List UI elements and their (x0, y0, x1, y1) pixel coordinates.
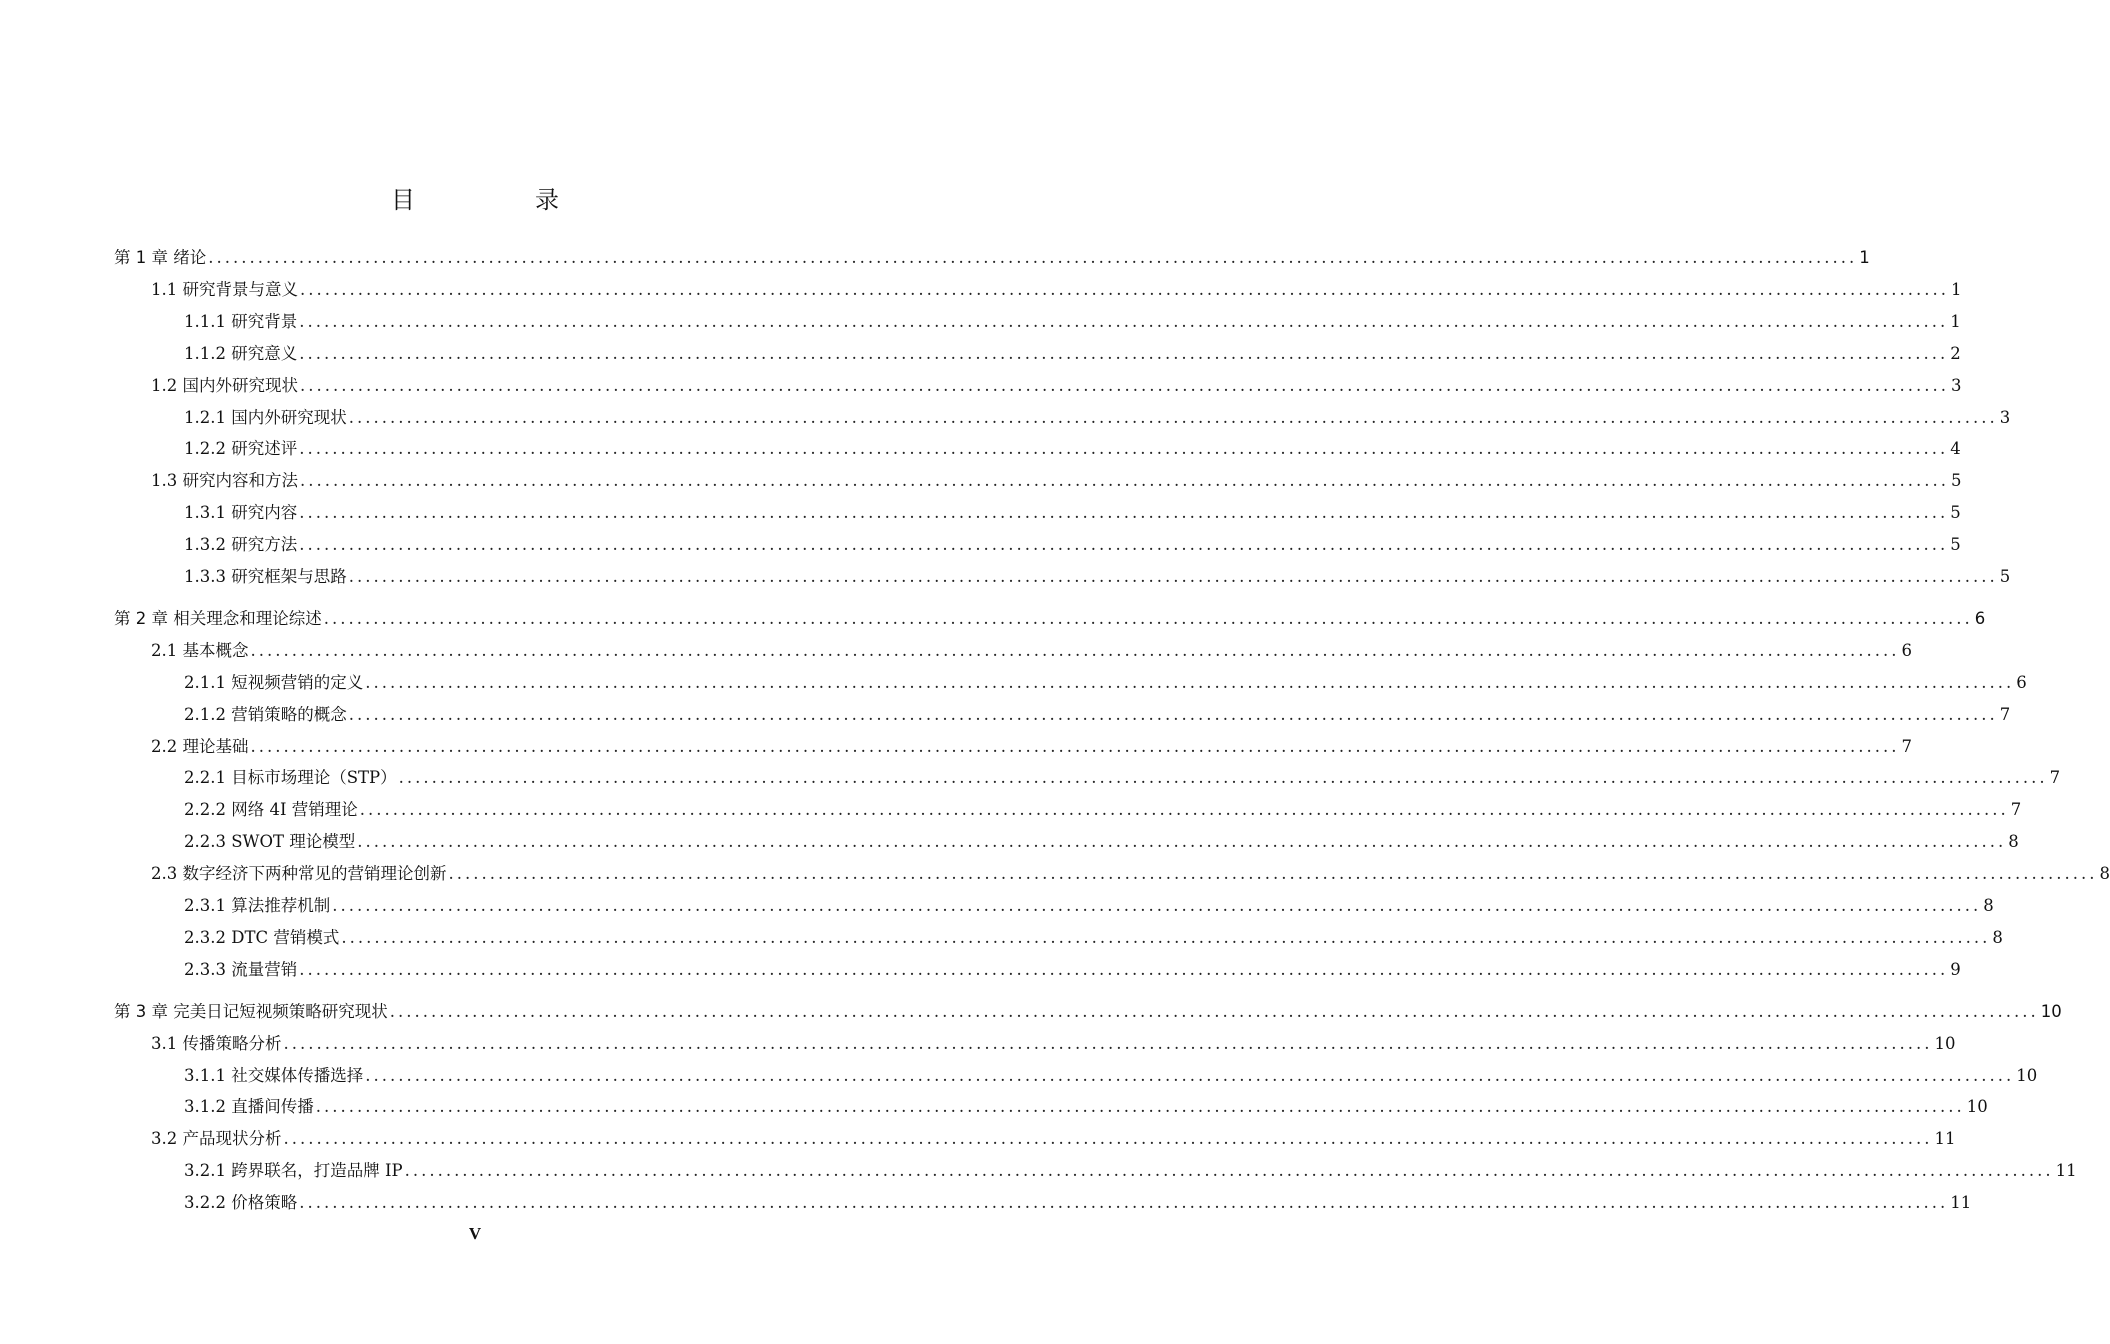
toc-entry-title: 1.3.3 研究框架与思路 (184, 567, 347, 586)
toc-entry-title: 1.2.1 国内外研究现状 (184, 407, 347, 427)
toc-section-entry[interactable] (151, 276, 1962, 300)
toc-chapter-entry[interactable] (114, 998, 2062, 1022)
toc-leader-dots: ........................................................................................................................................................................................................ (299, 959, 1949, 979)
toc-entry-page: 6 (1974, 608, 1986, 628)
toc-leader-dots: ........................................................................................................................................................................................................ (300, 375, 1949, 395)
toc-section-entry[interactable] (184, 796, 2022, 820)
toc-section-entry[interactable] (184, 764, 2061, 788)
toc-entry-page: 8 (2008, 832, 2019, 852)
toc-entry-page: 11 (1934, 1129, 1956, 1149)
toc-entry-page: 1 (1859, 248, 1870, 267)
toc-entry-title: 2.2 理论基础 (151, 736, 249, 756)
toc-entry-title: 1.1.1 研究背景 (184, 311, 298, 331)
toc-entry-page: 5 (1950, 535, 1961, 555)
toc-entry-page: 4 (1950, 439, 1961, 459)
toc-leader-dots: ........................................................................................................................................................................................................ (389, 1001, 2039, 1021)
toc-entry-page: 7 (2010, 800, 2022, 820)
toc-entry-title: 第 3 章 完美日记短视频策略研究现状 (114, 1001, 388, 1021)
toc-entry-title: 2.1.1 短视频营销的定义 (184, 672, 364, 692)
toc-section-entry[interactable] (184, 669, 2027, 693)
toc-entry-page: 5 (1950, 503, 1961, 523)
toc-leader-dots: ........................................................................................................................................................................................................ (250, 736, 1900, 756)
toc-section-entry[interactable] (184, 892, 1994, 916)
toc-entry-title: 1.2 国内外研究现状 (151, 375, 298, 395)
toc-entry-page: 10 (1934, 1033, 1956, 1053)
toc-leader-dots: ........................................................................................................................................................................................................ (250, 640, 1900, 660)
toc-entry-title: 2.3.3 流量营销 (184, 959, 298, 979)
toc-entry-title: 1.3 研究内容和方法 (151, 471, 298, 491)
toc-leader-dots: ........................................................................................................................................................................................................ (299, 503, 1949, 523)
toc-leader-dots: ........................................................................................................................................................................................................ (299, 535, 1949, 555)
toc-entry-page: 1 (1950, 279, 1962, 299)
toc-section-entry[interactable] (151, 637, 1912, 661)
toc-section-entry[interactable] (151, 1125, 1956, 1149)
toc-chapter-entry[interactable] (114, 244, 1870, 268)
toc-entry-page: 5 (1950, 471, 1962, 491)
toc-entry-page: 8 (2099, 864, 2110, 884)
toc-entry-page: 11 (2055, 1161, 2077, 1181)
toc-leader-dots: ........................................................................................................................................................................................................ (398, 768, 2048, 788)
toc-entry-title: 1.1.2 研究意义 (184, 343, 298, 363)
toc-leader-dots: ........................................................................................................................................................................................................ (365, 672, 2015, 692)
toc-entry-title: 3.2 产品现状分析 (151, 1129, 282, 1149)
toc-section-entry[interactable] (184, 435, 1961, 459)
toc-leader-dots: ........................................................................................................................................................................................................ (300, 471, 1949, 491)
toc-entry-title: 3.1.1 社交媒体传播选择 (184, 1065, 364, 1085)
toc-entry-page: 8 (1992, 927, 2003, 947)
toc-section-entry[interactable] (151, 860, 2110, 884)
toc-section-entry[interactable] (151, 733, 1912, 757)
toc-leader-dots: ........................................................................................................................................................................................................ (283, 1033, 1933, 1053)
toc-section-entry[interactable] (151, 372, 1962, 396)
toc-leader-dots: ........................................................................................................................................................................................................ (283, 1129, 1933, 1149)
toc-entry-title: 2.1 基本概念 (151, 640, 249, 660)
toc-leader-dots: ........................................................................................................................................................................................................ (357, 832, 2007, 852)
toc-entry-title: 2.2.2 网络 4I 营销理论 (184, 800, 358, 820)
toc-entry-page: 6 (1901, 640, 1912, 660)
page-title: 目 录 (391, 186, 607, 214)
toc-entry-title: 3.1 传播策略分析 (151, 1033, 282, 1053)
toc-entry-title: 第 1 章 绪论 (114, 248, 207, 267)
toc-leader-dots: ........................................................................................................................................................................................................ (341, 927, 1991, 947)
toc-section-entry[interactable] (151, 467, 1962, 491)
toc-entry-title: 1.1 研究背景与意义 (151, 279, 298, 299)
toc-leader-dots: ........................................................................................................................................................................................................ (299, 439, 1949, 459)
toc-entry-title: 1.3.2 研究方法 (184, 535, 298, 555)
page-number: V (468, 1224, 482, 1243)
toc-entry-page: 9 (1950, 959, 1961, 979)
toc-section-entry[interactable] (184, 924, 2003, 948)
toc-entry-title: 3.2.2 价格策略 (184, 1193, 298, 1213)
toc-section-entry[interactable] (184, 1157, 2077, 1181)
toc-leader-dots: ........................................................................................................................................................................................................ (299, 1193, 1949, 1213)
toc-entry-page: 1 (1950, 311, 1961, 331)
toc-entry-page: 6 (2016, 672, 2027, 692)
toc-leader-dots: ........................................................................................................................................................................................................ (299, 311, 1949, 331)
toc-entry-title: 3.1.2 直播间传播 (184, 1097, 314, 1117)
toc-section-entry[interactable] (184, 956, 1961, 980)
toc-section-entry[interactable] (184, 308, 1961, 332)
toc-leader-dots: ........................................................................................................................................................................................................ (365, 1065, 2015, 1085)
toc-leader-dots: ........................................................................................................................................................................................................ (359, 800, 2009, 820)
toc-entry-title: 2.3.2 DTC 营销模式 (184, 927, 340, 947)
toc-leader-dots: ........................................................................................................................................................................................................ (348, 407, 1998, 427)
toc-leader-dots: ........................................................................................................................................................................................................ (315, 1097, 1965, 1117)
toc-entry-page: 11 (1950, 1193, 1972, 1213)
toc-entry-page: 10 (2016, 1065, 2038, 1085)
toc-chapter-entry[interactable] (114, 605, 1986, 629)
toc-leader-dots: ........................................................................................................................................................................................................ (332, 896, 1982, 915)
toc-leader-dots: ........................................................................................................................................................................................................ (208, 248, 1858, 267)
toc-section-entry[interactable] (184, 1093, 1988, 1117)
toc-leader-dots: ........................................................................................................................................................................................................ (348, 704, 1998, 724)
toc-entry-page: 5 (1999, 567, 2011, 586)
toc-section-entry[interactable] (184, 404, 2011, 428)
toc-section-entry[interactable] (184, 701, 2011, 725)
toc-leader-dots: ........................................................................................................................................................................................................ (404, 1161, 2054, 1181)
toc-entry-page: 10 (1966, 1097, 1988, 1117)
toc-entry-title: 2.1.2 营销策略的概念 (184, 704, 347, 724)
toc-leader-dots: ........................................................................................................................................................................................................ (300, 279, 1949, 299)
toc-entry-page: 2 (1950, 343, 1961, 363)
toc-section-entry[interactable] (184, 1062, 2038, 1086)
toc-leader-dots: ........................................................................................................................................................................................................ (299, 343, 1949, 363)
toc-section-entry[interactable] (184, 499, 1961, 523)
toc-section-entry[interactable] (184, 1189, 1972, 1213)
toc-entry-page: 7 (1999, 704, 2011, 724)
toc-entry-title: 2.2.1 目标市场理论（STP） (184, 768, 397, 788)
toc-entry-page: 7 (1901, 736, 1912, 756)
toc-leader-dots: ........................................................................................................................................................................................................ (448, 864, 2098, 884)
toc-section-entry[interactable] (184, 340, 1961, 364)
toc-section-entry[interactable] (184, 563, 2011, 587)
toc-entry-title: 2.3 数字经济下两种常见的营销理论创新 (151, 864, 447, 884)
toc-entry-title: 1.2.2 研究述评 (184, 439, 298, 459)
toc-entry-page: 3 (1999, 407, 2011, 427)
toc-section-entry[interactable] (184, 828, 2019, 852)
toc-entry-title: 2.2.3 SWOT 理论模型 (184, 832, 356, 852)
toc-entry-page: 3 (1950, 375, 1962, 395)
toc-section-entry[interactable] (151, 1030, 1956, 1054)
toc-entry-page: 10 (2040, 1001, 2062, 1021)
toc-leader-dots: ........................................................................................................................................................................................................ (348, 567, 1998, 586)
toc-entry-page: 8 (1983, 896, 1994, 915)
toc-entry-title: 3.2.1 跨界联名，打造品牌 IP (184, 1161, 403, 1181)
toc-entry-title: 2.3.1 算法推荐机制 (184, 896, 331, 915)
toc-entry-title: 1.3.1 研究内容 (184, 503, 298, 523)
toc-leader-dots: ........................................................................................................................................................................................................ (323, 608, 1973, 628)
toc-entry-title: 第 2 章 相关理念和理论综述 (114, 608, 322, 628)
toc-entry-page: 7 (2049, 768, 2061, 788)
toc-section-entry[interactable] (184, 531, 1961, 555)
